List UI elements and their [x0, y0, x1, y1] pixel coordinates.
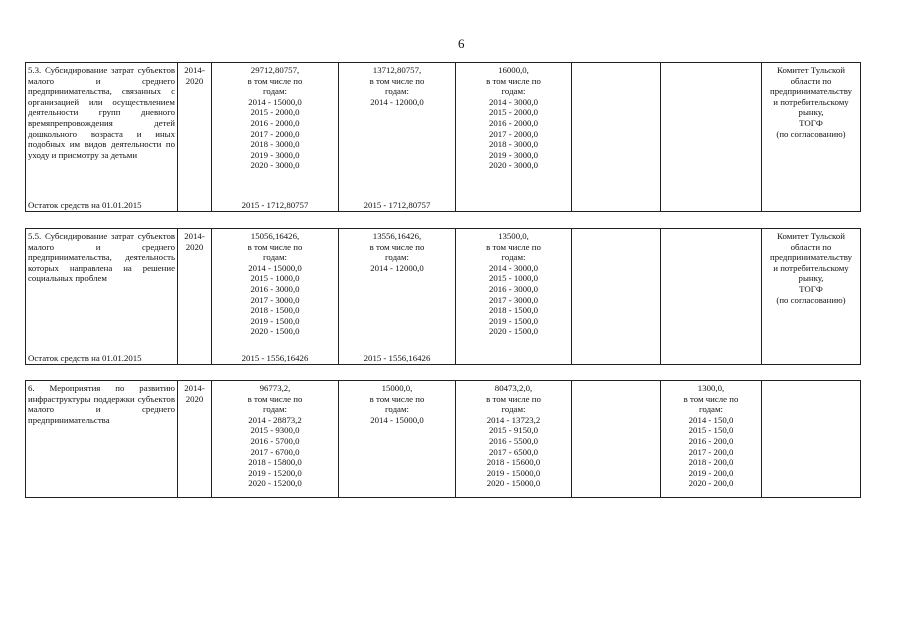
cell-line: 2017 - 6500,0: [488, 446, 539, 457]
cell-line: 2015 - 9150,0: [488, 425, 539, 436]
cell-line: в том числе по: [247, 75, 303, 86]
cell-line: годам:: [501, 252, 526, 263]
cell-line: 2015 - 150,0: [688, 425, 734, 436]
cell-line: (по согласованию): [776, 128, 846, 139]
measure-name: 5.5. Субсидирование затрат субъектов малого и среднего предпринимательства, деятельность которых направлена на решение социальных проблем: [28, 231, 175, 284]
cell-line: области по: [790, 75, 832, 86]
balance-label: Остаток средств на 01.01.2015: [28, 353, 142, 364]
cell-line: годам:: [699, 404, 723, 415]
cell-line: 2019 - 3000,0: [250, 149, 300, 160]
period: 2014-2020: [184, 231, 205, 252]
cell-line: 2017 - 2000,0: [250, 128, 300, 139]
cell-line: 2019 - 15200,0: [248, 467, 302, 478]
measure-name-cell: [26, 63, 178, 212]
cell-line: 2014 - 28873,2: [248, 414, 302, 425]
total-balance: 2015 - 1712,80757: [241, 200, 309, 211]
cell-line: 2016 - 2000,0: [250, 117, 300, 128]
federal-funding-cell: [339, 63, 456, 212]
cell-line: в том числе по: [369, 241, 425, 252]
cell-line: рынку,: [798, 273, 824, 284]
cell-line: 2018 - 200,0: [688, 457, 734, 468]
municipal-funding-cell: [572, 381, 661, 498]
period: 2014-2020: [184, 65, 205, 86]
cell-line: 1300,0,: [697, 383, 725, 393]
responsible-cell: [762, 229, 861, 365]
table-row: [26, 381, 861, 498]
cell-line: 2017 - 6700,0: [250, 446, 300, 457]
cell-line: годам:: [385, 404, 409, 415]
measure-name: 5.3. Субсидирование затрат субъектов малого и среднего предпринимательства, связанных с организацией или осуществлением деятельности групп дневного времяпрепровождения детей дошкольного возраста и иных подобных им видов деятельности по уходу и присмотру за детьми: [28, 65, 175, 160]
cell-line: предпринимательству: [770, 252, 852, 263]
cell-line: 15056,16426,: [250, 231, 300, 241]
cell-line: годам:: [501, 86, 526, 97]
cell-line: ТОГФ: [799, 283, 823, 294]
cell-line: Комитет Тульской: [777, 231, 845, 241]
cell-line: в том числе по: [369, 393, 425, 404]
cell-line: годам:: [263, 252, 287, 263]
cell-line: (по согласованию): [776, 294, 846, 305]
cell-line: 2019 - 200,0: [688, 467, 734, 478]
period-cell: [178, 381, 212, 498]
table-row: [26, 229, 861, 365]
cell-line: 2014 - 3000,0: [488, 96, 539, 107]
cell-line: 2015 - 2000,0: [488, 107, 539, 118]
cell-line: в том числе по: [369, 75, 425, 86]
cell-line: 2014 - 150,0: [688, 414, 734, 425]
cell-line: ТОГФ: [799, 117, 823, 128]
cell-line: в том числе по: [247, 393, 303, 404]
cell-line: 2020 - 15000,0: [486, 478, 541, 489]
cell-line: 2020 - 3000,0: [488, 160, 539, 171]
cell-line: 13500,0,: [498, 231, 529, 241]
cell-line: годам:: [263, 86, 287, 97]
total-funding-cell: [212, 381, 339, 498]
cell-line: Комитет Тульской: [777, 65, 845, 75]
program-table-6: [25, 380, 861, 498]
total-funding-cell: [212, 229, 339, 365]
cell-line: 15000,0,: [381, 383, 413, 393]
cell-line: 96773,2,: [259, 383, 291, 393]
cell-line: 2018 - 15600,0: [486, 457, 541, 468]
measure-name: 6. Мероприятия по развитию инфраструктуры поддержки субъектов малого и среднего предпринимательства: [28, 383, 175, 425]
cell-line: 2020 - 15200,0: [248, 478, 302, 489]
cell-line: 2019 - 15000,0: [486, 467, 541, 478]
cell-line: годам:: [385, 86, 409, 97]
federal-funding-cell: [339, 381, 456, 498]
cell-line: 13712,80757,: [372, 65, 422, 75]
regional-funding-cell: [456, 63, 572, 212]
cell-line: 2017 - 200,0: [688, 446, 734, 457]
cell-line: 2019 - 3000,0: [488, 149, 539, 160]
cell-line: годам:: [501, 404, 526, 415]
federal-balance: 2015 - 1556,16426: [363, 353, 431, 364]
cell-line: 2016 - 2000,0: [488, 117, 539, 128]
program-table-5-5: [25, 228, 861, 365]
page-number: 6: [458, 36, 465, 51]
cell-line: 2014 - 15000,0: [248, 96, 302, 107]
measure-name-cell: [26, 381, 178, 498]
cell-line: 2015 - 1000,0: [250, 273, 300, 284]
program-table-5-3: [25, 62, 861, 212]
cell-line: 2016 - 5700,0: [250, 435, 300, 446]
cell-line: 2014 - 12000,0: [370, 96, 424, 107]
cell-line: 2014 - 13723,2: [486, 414, 541, 425]
cell-line: 2017 - 3000,0: [488, 294, 539, 305]
cell-line: 29712,80757,: [250, 65, 300, 75]
cell-line: 2019 - 1500,0: [488, 315, 539, 326]
cell-line: 2016 - 3000,0: [488, 283, 539, 294]
period-cell: [178, 63, 212, 212]
period-cell: [178, 229, 212, 365]
cell-line: в том числе по: [486, 75, 541, 86]
responsible-cell: [762, 381, 861, 498]
cell-line: 2017 - 3000,0: [250, 294, 300, 305]
cell-line: 2015 - 1000,0: [488, 273, 539, 284]
cell-line: годам:: [263, 404, 287, 415]
cell-line: 13556,16426,: [372, 231, 422, 241]
cell-line: 2015 - 9300,0: [250, 425, 300, 436]
cell-line: в том числе по: [247, 241, 303, 252]
cell-line: 2019 - 1500,0: [250, 315, 300, 326]
cell-line: и потребительскому: [773, 262, 849, 273]
cell-line: 2014 - 3000,0: [488, 262, 539, 273]
cell-line: в том числе по: [486, 393, 541, 404]
balance-label: Остаток средств на 01.01.2015: [28, 200, 142, 211]
cell-line: 2014 - 15000,0: [248, 262, 302, 273]
cell-line: годам:: [385, 252, 409, 263]
cell-line: 16000,0,: [498, 65, 529, 75]
cell-line: в том числе по: [683, 393, 739, 404]
responsible-cell: [762, 63, 861, 212]
other-funding-cell: [661, 63, 762, 212]
municipal-funding-cell: [572, 229, 661, 365]
cell-line: 2020 - 200,0: [688, 478, 734, 489]
other-funding-cell: [661, 229, 762, 365]
cell-line: 2018 - 1500,0: [250, 305, 300, 316]
federal-funding-cell: [339, 229, 456, 365]
table-row: [26, 63, 861, 212]
cell-line: 80473,2,0,: [494, 383, 533, 393]
measure-name-cell: [26, 229, 178, 365]
cell-line: рынку,: [798, 107, 824, 118]
cell-line: и потребительскому: [773, 96, 849, 107]
total-funding-cell: [212, 63, 339, 212]
cell-line: 2015 - 2000,0: [250, 107, 300, 118]
cell-line: 2016 - 3000,0: [250, 283, 300, 294]
cell-line: 2018 - 15800,0: [248, 457, 302, 468]
cell-line: 2020 - 1500,0: [250, 326, 300, 337]
cell-line: 2017 - 2000,0: [488, 128, 539, 139]
cell-line: области по: [790, 241, 832, 252]
cell-line: 2016 - 5500,0: [488, 435, 539, 446]
cell-line: 2018 - 1500,0: [488, 305, 539, 316]
cell-line: предпринимательству: [770, 86, 852, 97]
cell-line: 2020 - 1500,0: [488, 326, 539, 337]
cell-line: 2020 - 3000,0: [250, 160, 300, 171]
cell-line: 2018 - 3000,0: [250, 139, 300, 150]
total-balance: 2015 - 1556,16426: [241, 353, 309, 364]
other-funding-cell: [661, 381, 762, 498]
cell-line: 2018 - 3000,0: [488, 139, 539, 150]
cell-line: 2016 - 200,0: [688, 435, 734, 446]
cell-line: 2014 - 15000,0: [370, 414, 424, 425]
municipal-funding-cell: [572, 63, 661, 212]
federal-balance: 2015 - 1712,80757: [363, 200, 431, 211]
cell-line: 2014 - 12000,0: [370, 262, 424, 273]
period: 2014-2020: [184, 383, 205, 404]
regional-funding-cell: [456, 229, 572, 365]
cell-line: в том числе по: [486, 241, 541, 252]
regional-funding-cell: [456, 381, 572, 498]
